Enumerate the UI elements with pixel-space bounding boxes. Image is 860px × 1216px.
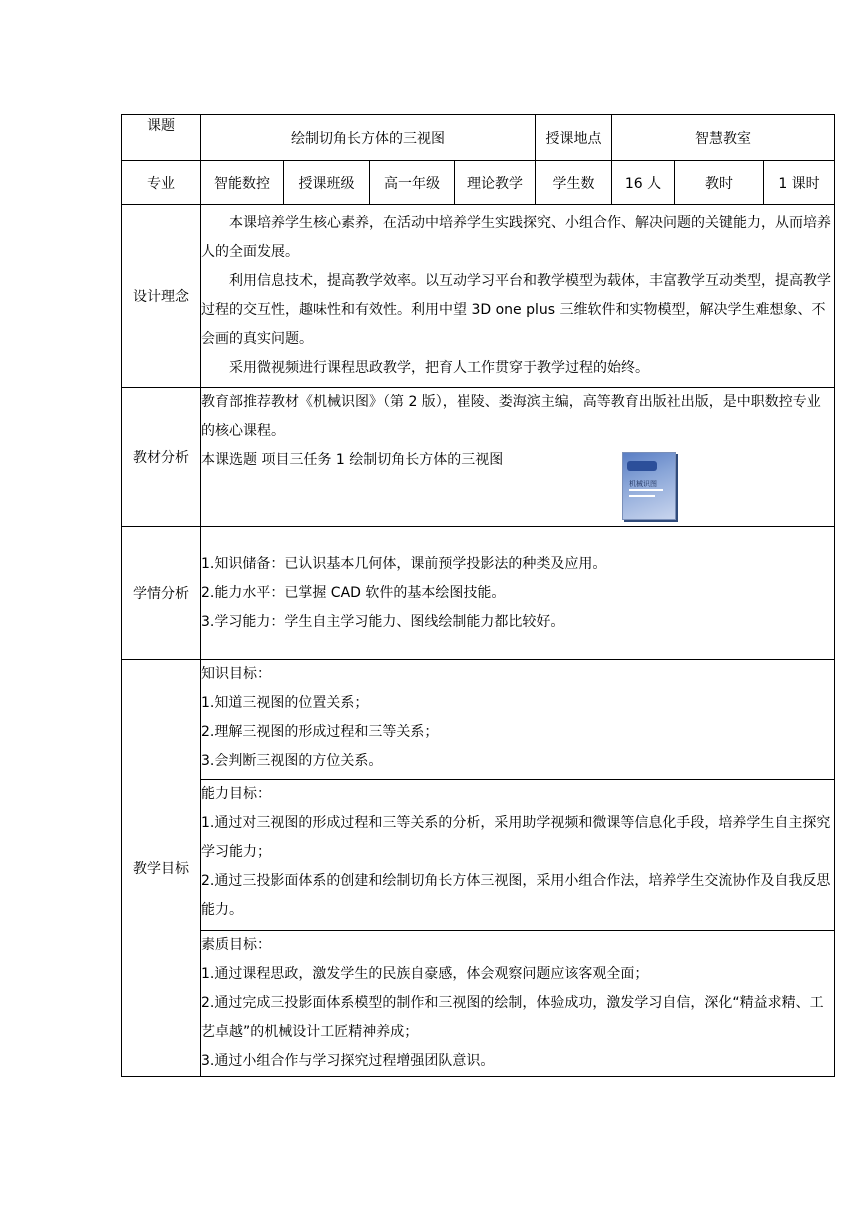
type-value: 理论教学 (455, 161, 536, 205)
cover-stripe (629, 489, 663, 491)
students-analysis-label: 学情分析 (122, 527, 201, 660)
major-value: 智能数控 (201, 161, 284, 205)
topic-value: 绘制切角长方体的三视图 (201, 115, 536, 161)
quality-goals-title: 素质目标： (201, 937, 271, 953)
students-value: 16 人 (612, 161, 675, 205)
textbook-cover-image (622, 452, 676, 520)
class-value: 高一年级 (370, 161, 455, 205)
students-item: 1.知识储备：已认识基本几何体，课前预学投影法的种类及应用。 (201, 555, 607, 572)
row-topic (122, 115, 835, 161)
ability-goal-item: 1.通过对三视图的形成过程和三等关系的分析，采用助学视频和微课等信息化手段，培养学生自主探究学习能力； (201, 815, 831, 860)
row-goals-knowledge (122, 660, 835, 780)
row-goals-quality (122, 931, 835, 1077)
location-label: 授课地点 (536, 115, 612, 161)
class-label: 授课班级 (284, 161, 370, 205)
textbook-line: 本课选题 项目三任务 1 绘制切角长方体的三视图 (201, 452, 504, 468)
students-item: 2.能力水平：已掌握 CAD 软件的基本绘图技能。 (201, 584, 506, 601)
knowledge-goal-item: 1.知道三视图的位置关系； (201, 695, 369, 711)
design-paragraph: 本课培养学生核心素养，在活动中培养学生实践探究、小组合作、解决问题的关键能力，从而培养人的全面发展。 (201, 215, 831, 260)
knowledge-goal-item: 3.会判断三视图的方位关系。 (201, 753, 383, 769)
quality-goal-item: 1.通过课程思政，激发学生的民族自豪感，体会观察问题应该客观全面； (201, 966, 649, 982)
textbook-content (201, 388, 835, 527)
row-textbook (122, 388, 835, 527)
textbook-line: 教育部推荐教材《机械识图》（第 2 版），崔陵、娄海滨主编，高等教育出版社出版，是中职数控专业的核心课程。 (201, 394, 821, 439)
row-design (122, 205, 835, 388)
goals-label: 教学目标 (122, 660, 201, 1077)
design-paragraph: 采用微视频进行课程思政教学，把育人工作贯穿于教学过程的始终。 (229, 360, 649, 376)
students-label: 学生数 (536, 161, 612, 205)
quality-goal-item: 2.通过完成三投影面体系模型的制作和三视图的绘制，体验成功，激发学习自信，深化“精益求精、工艺卓越”的机械设计工匠精神养成； (201, 995, 824, 1040)
knowledge-goal-item: 2.理解三视图的形成过程和三等关系； (201, 724, 439, 740)
quality-goal-item: 3.通过小组合作与学习探究过程增强团队意识。 (201, 1053, 495, 1069)
hours-label: 教时 (675, 161, 764, 205)
ability-goal-item: 2.通过三投影面体系的创建和绘制切角长方体三视图，采用小组合作法，培养学生交流协作及自我反思能力。 (201, 873, 831, 918)
hours-value: 1 课时 (764, 161, 835, 205)
design-paragraph: 利用信息技术，提高教学效率。以互动学习平台和教学模型为载体，丰富教学互动类型，提高教学过程的交互性，趣味性和有效性。利用中望 3D one plus 三维软件和实物模型，解决学生难想象、不会画的真实问题。 (201, 273, 831, 347)
students-analysis-content (201, 527, 835, 660)
cover-title: 机械识图 (629, 480, 657, 488)
lesson-plan-table (121, 114, 835, 1077)
row-goals-ability (122, 780, 835, 931)
knowledge-goals (201, 660, 835, 780)
design-content (201, 205, 835, 388)
quality-goals (201, 931, 835, 1077)
ability-goals (201, 780, 835, 931)
ability-goals-title: 能力目标： (201, 786, 271, 802)
cover-stripe (629, 495, 655, 497)
major-label: 专业 (122, 161, 201, 205)
row-students (122, 527, 835, 660)
design-label: 设计理念 (122, 205, 201, 388)
topic-label: 课题 (122, 115, 201, 161)
textbook-label: 教材分析 (122, 388, 201, 527)
students-item: 3.学习能力：学生自主学习能力、图线绘制能力都比较好。 (201, 613, 565, 630)
knowledge-goals-title: 知识目标： (201, 666, 271, 682)
location-value: 智慧教室 (612, 115, 835, 161)
cover-band (627, 461, 657, 471)
row-major (122, 161, 835, 205)
